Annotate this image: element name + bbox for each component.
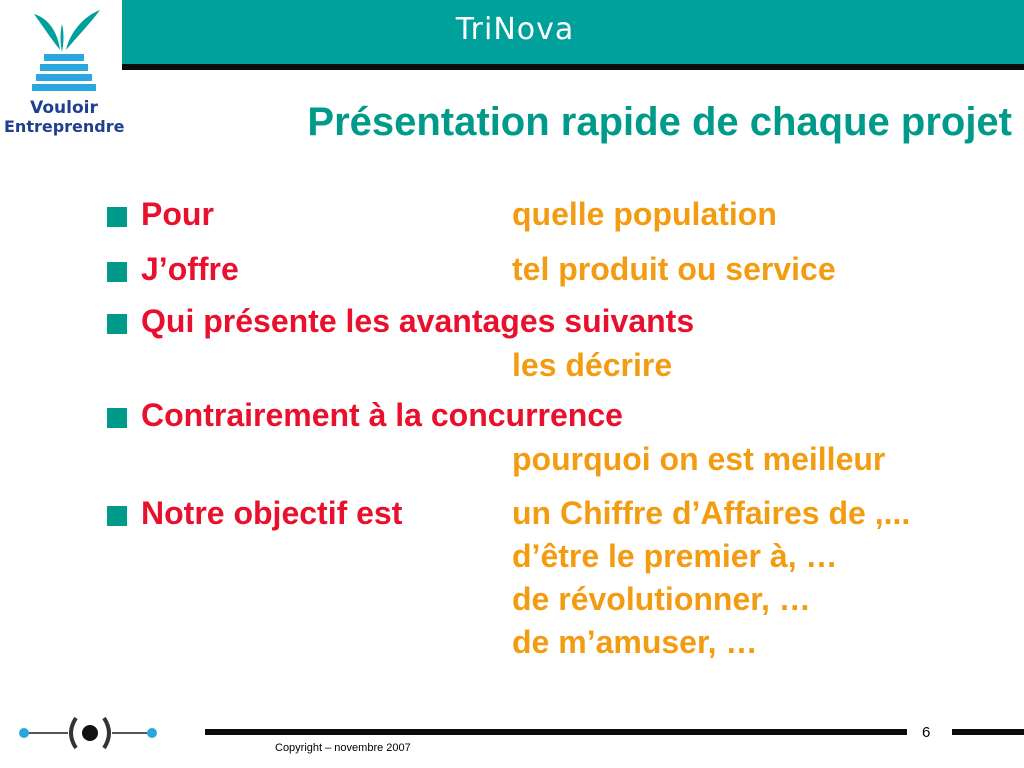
bullet-square-icon xyxy=(107,506,127,526)
bullet-value: pourquoi on est meilleur xyxy=(512,441,886,477)
bullet-value: de m’amuser, … xyxy=(512,624,758,660)
bullet-square-icon xyxy=(107,262,127,282)
bullet-value: de révolutionner, … xyxy=(512,581,811,617)
bullet-value: les décrire xyxy=(512,347,673,383)
copyright-text: Copyright – novembre 2007 xyxy=(275,742,411,754)
bullet-lead: J’offre xyxy=(141,251,239,287)
bullet-value: tel produit ou service xyxy=(512,251,836,287)
footer-logo-icon xyxy=(16,712,166,754)
logo-text-line1: Vouloir xyxy=(30,98,98,118)
bullet-lead: Contrairement à la concurrence xyxy=(141,397,623,433)
page-number: 6 xyxy=(922,724,931,741)
footer-rule xyxy=(205,729,907,735)
bullet-square-icon xyxy=(107,207,127,227)
bullet-item xyxy=(0,397,1024,477)
footer-rule-right xyxy=(952,729,1024,735)
bullet-item xyxy=(0,196,1024,240)
bullet-square-icon xyxy=(107,314,127,334)
bullet-lead: Pour xyxy=(141,196,214,232)
bullet-value: d’être le premier à, … xyxy=(512,538,838,574)
bullet-value: un Chiffre d’Affaires de ,... xyxy=(512,495,911,531)
bullet-lead: Qui présente les avantages suivants xyxy=(141,303,695,339)
bullet-item xyxy=(0,495,1024,660)
bullet-item xyxy=(0,251,1024,295)
bullet-lead: Notre objectif est xyxy=(141,495,403,531)
logo-text-line2: Entreprendre xyxy=(4,117,125,136)
brand-title: TriNova xyxy=(455,12,575,47)
slide-title: Présentation rapide de chaque projet xyxy=(307,100,1012,144)
bullet-square-icon xyxy=(107,408,127,428)
bullet-item xyxy=(0,303,1024,383)
bullet-value: quelle population xyxy=(512,196,777,232)
